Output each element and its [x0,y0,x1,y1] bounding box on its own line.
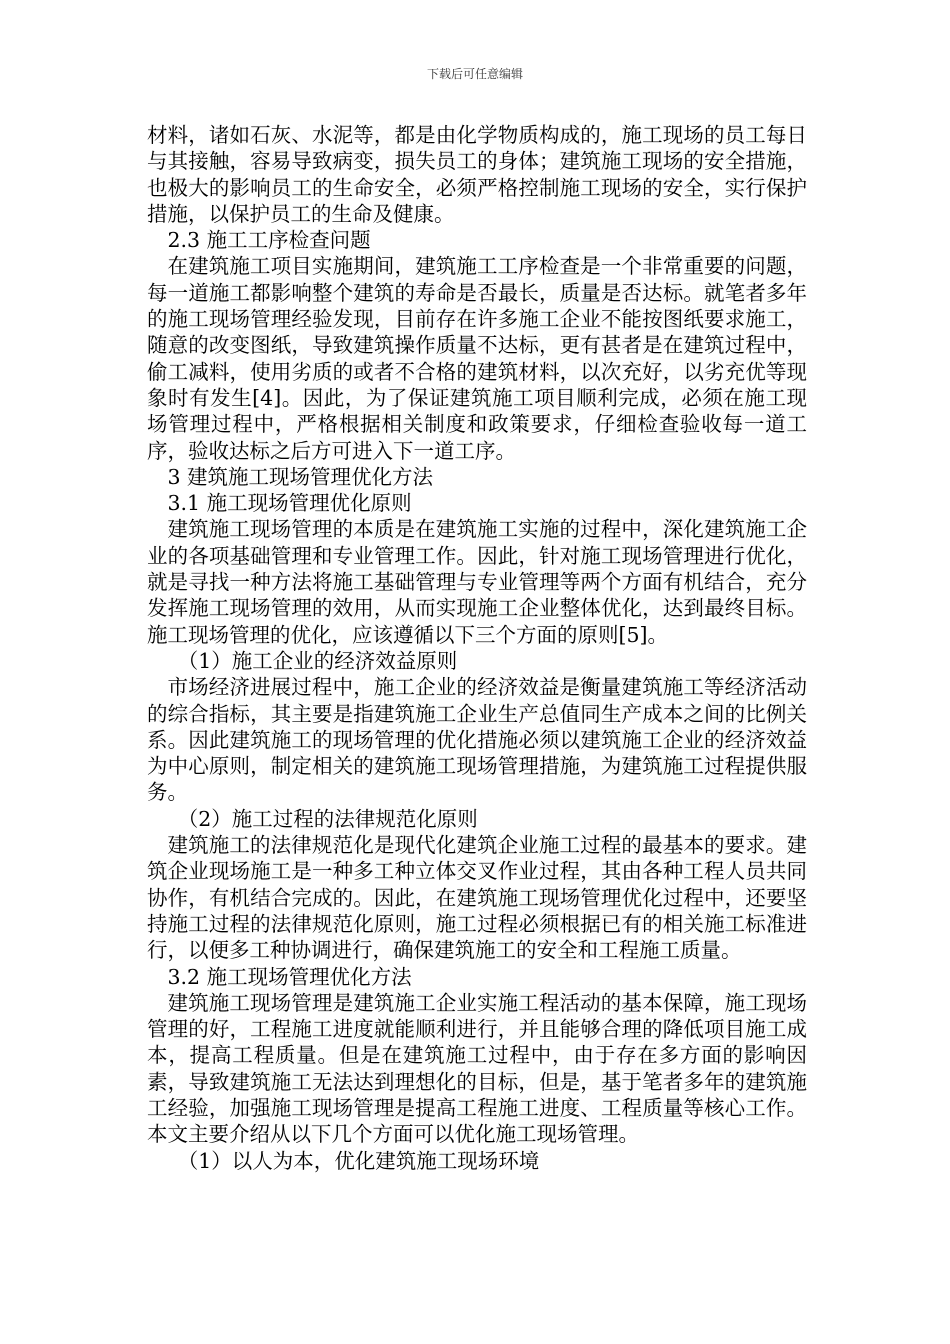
section-heading-3-1: 3.1 施工现场管理优化原则 [167,491,412,516]
paragraph-body: 市场经济进展过程中，施工企业的经济效益是衡量建筑施工等经济活动的综合指标，其主要是指建筑施工企业生产总值同生产成本之间的比例关系。因此建筑施工的现场管理的优化措施必须以建筑施工企业的经济效益为中心原则，制定相关的建筑施工现场管理措施，为建筑施工过程提供服务。 [147,675,807,805]
paragraph-body: 建筑施工的法律规范化是现代化建筑企业施工过程的最基本的要求。建筑企业现场施工是一种多工种立体交叉作业过程，其由各种工程人员共同协作，有机结合完成的。因此，在建筑施工现场管理优化过程中，还要坚持施工过程的法律规范化原则，施工过程必须根据已有的相关施工标准进行，以便多工种协调进行，确保建筑施工的安全和工程施工质量。 [147,833,807,963]
paragraph-body: 在建筑施工项目实施期间，建筑施工工序检查是一个非常重要的问题，每一道施工都影响整个建筑的寿命是否最长，质量是否达标。就笔者多年的施工现场管理经验发现，目前存在许多施工企业不能按图纸要求施工，随意的改变图纸，导致建筑操作质量不达标，更有甚者是在建筑过程中，偷工减料，使用劣质的或者不合格的建筑材料，以次充好，以劣充优等现象时有发生[4]。因此，为了保证建筑施工项目顺利完成，必须在施工现场管理过程中，严格根据相关制度和政策要求，仔细检查验收每一道工序，验收达标之后方可进入下一道工序。 [147,254,807,463]
section-heading-2-3: 2.3 施工工序检查问题 [167,228,371,253]
document-body [147,122,807,1174]
principle-heading-2: （2）施工过程的法律规范化原则 [177,806,478,831]
method-heading-1: （1）以人为本，优化建筑施工现场环境 [177,1148,540,1173]
page-header: 下载后可任意编辑 [426,67,523,81]
section-heading-3: 3 建筑施工现场管理优化方法 [167,464,434,489]
principle-heading-1: （1）施工企业的经济效益原则 [177,648,458,673]
paragraph-continuation: 材料，诸如石灰、水泥等，都是由化学物质构成的，施工现场的员工每日与其接触，容易导致病变，损失员工的身体；建筑施工现场的安全措施，也极大的影响员工的生命安全，必须严格控制施工现场的安全，实行保护措施，以保护员工的生命及健康。 [147,123,807,226]
paragraph-body: 建筑施工现场管理的本质是在建筑施工实施的过程中，深化建筑施工企业的各项基础管理和专业管理工作。因此，针对施工现场管理进行优化，就是寻找一种方法将施工基础管理与专业管理等两个方面有机结合，充分发挥施工现场管理的效用，从而实现施工企业整体优化，达到最终目标。施工现场管理的优化，应该遵循以下三个方面的原则[5]。 [147,517,807,647]
section-heading-3-2: 3.2 施工现场管理优化方法 [167,964,412,989]
paragraph-body: 建筑施工现场管理是建筑施工企业实施工程活动的基本保障，施工现场管理的好，工程施工进度就能顺利进行，并且能够合理的降低项目施工成本，提高工程质量。但是在建筑施工过程中，由于存在多方面的影响因素，导致建筑施工无法达到理想化的目标，但是，基于笔者多年的建筑施工经验，加强施工现场管理是提高工程施工进度、工程质量等核心工作。本文主要介绍从以下几个方面可以优化施工现场管理。 [147,990,807,1147]
